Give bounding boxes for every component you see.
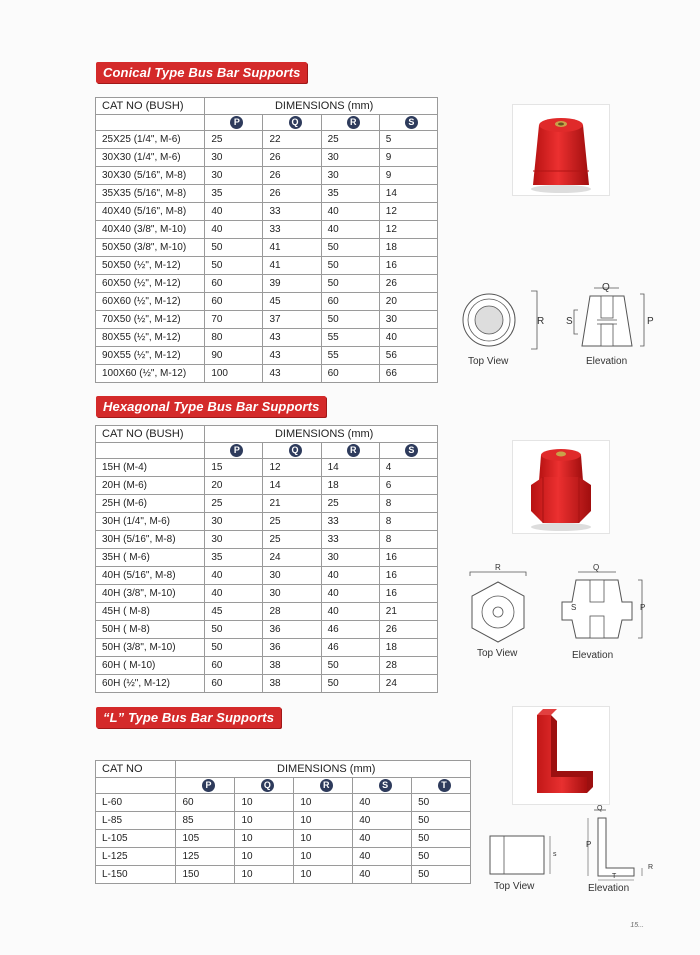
dimension-cell: 40: [205, 221, 263, 239]
table-row: [96, 167, 438, 185]
dimension-cell: 50: [205, 639, 263, 657]
dimension-cell: 50: [321, 311, 379, 329]
col-p-badge: P: [230, 116, 243, 129]
cat-no-cell: 30H (1/4", M-6): [96, 513, 205, 531]
table-row: [96, 513, 438, 531]
dimension-cell: 10: [235, 866, 294, 884]
dimension-cell: 50: [412, 848, 471, 866]
l-type-product-photo: [512, 706, 610, 805]
col-s-badge: S: [379, 779, 392, 792]
dimension-cell: 85: [176, 812, 235, 830]
dimension-cell: 30: [205, 531, 263, 549]
dimension-cell: 30: [205, 149, 263, 167]
l-type-top-view-caption: Top View: [494, 881, 535, 892]
dimension-cell: 26: [263, 185, 321, 203]
conical-dim-label-s: S: [566, 316, 573, 327]
l-type-dim-label-q: Q: [597, 805, 603, 812]
dimension-cell: 10: [294, 812, 353, 830]
dimension-cell: 43: [263, 329, 321, 347]
dimension-cell: 33: [263, 221, 321, 239]
dimension-cell: 43: [263, 347, 321, 365]
dimension-cell: 55: [321, 347, 379, 365]
table-row: [96, 477, 438, 495]
l-type-dim-label-t: T: [612, 873, 617, 880]
conical-elevation-caption: Elevation: [586, 356, 628, 367]
dimension-cell: 16: [379, 549, 437, 567]
dimension-cell: 35: [321, 185, 379, 203]
dimension-cell: 66: [379, 365, 437, 383]
dimension-cell: 50: [205, 239, 263, 257]
cat-no-header: CAT NO (BUSH): [96, 426, 205, 443]
cat-no-cell: 60X60 (½", M-12): [96, 293, 205, 311]
conical-dimensions-table: [95, 97, 438, 383]
dimension-cell: 36: [263, 639, 321, 657]
cat-no-header: CAT NO (BUSH): [96, 98, 205, 115]
cat-no-cell: 70X50 (½", M-12): [96, 311, 205, 329]
dimension-cell: 10: [235, 848, 294, 866]
hexagonal-dim-label-q: Q: [593, 563, 600, 572]
dimension-cell: 33: [321, 513, 379, 531]
cat-no-cell: 25H (M-6): [96, 495, 205, 513]
cat-no-cell: 40X40 (3/8", M-10): [96, 221, 205, 239]
table-row: [96, 639, 438, 657]
dimension-cell: 60: [205, 293, 263, 311]
col-q-badge: Q: [289, 444, 302, 457]
cat-no-cell: L-150: [96, 866, 176, 884]
table-row: [96, 657, 438, 675]
hexagonal-dim-label-r: R: [495, 563, 501, 572]
dimension-cell: 12: [379, 221, 437, 239]
dimension-cell: 10: [235, 794, 294, 812]
dimension-cell: 46: [321, 639, 379, 657]
table-row: [96, 812, 471, 830]
cat-no-cell: 60X50 (½", M-12): [96, 275, 205, 293]
dimension-cell: 20: [205, 477, 263, 495]
dimension-cell: 25: [205, 131, 263, 149]
table-row: [96, 239, 438, 257]
dimension-cell: 30: [263, 567, 321, 585]
dimension-cell: 8: [379, 531, 437, 549]
table-row: [96, 347, 438, 365]
table-row: [96, 866, 471, 884]
cat-no-cell: 45H ( M-8): [96, 603, 205, 621]
dimension-cell: 40: [353, 812, 412, 830]
table-row: [96, 257, 438, 275]
dimension-cell: 33: [321, 531, 379, 549]
dimension-cell: 50: [321, 239, 379, 257]
dimension-cell: 25: [205, 495, 263, 513]
dimension-cell: 45: [205, 603, 263, 621]
cat-no-cell: 50X50 (½", M-12): [96, 257, 205, 275]
dimension-cell: 14: [263, 477, 321, 495]
table-row: [96, 830, 471, 848]
cat-no-cell: 30H (5/16", M-8): [96, 531, 205, 549]
cat-no-cell: 30X30 (5/16", M-8): [96, 167, 205, 185]
table-row: [96, 567, 438, 585]
conical-top-view-drawing: [461, 287, 546, 355]
dimension-cell: 9: [379, 149, 437, 167]
cat-no-cell: 50H ( M-8): [96, 621, 205, 639]
l-type-dimensions-table: [95, 760, 471, 884]
dimension-cell: 10: [235, 812, 294, 830]
blank-header-cell: [96, 115, 205, 131]
cat-no-cell: 80X55 (½", M-12): [96, 329, 205, 347]
table-row: [96, 794, 471, 812]
dimension-cell: 100: [205, 365, 263, 383]
dimension-cell: 4: [379, 459, 437, 477]
table-row: [96, 549, 438, 567]
hexagonal-dim-label-p: P: [640, 603, 646, 612]
dimension-cell: 14: [321, 459, 379, 477]
cat-no-cell: 35H ( M-6): [96, 549, 205, 567]
dimension-cell: 25: [263, 513, 321, 531]
table-row: [96, 531, 438, 549]
dimension-cell: 40: [205, 567, 263, 585]
col-p-badge: P: [202, 779, 215, 792]
dimension-cell: 16: [379, 567, 437, 585]
table-row: [96, 149, 438, 167]
col-r-badge: R: [347, 444, 360, 457]
cat-no-cell: 35X35 (5/16", M-8): [96, 185, 205, 203]
col-s-badge: S: [405, 116, 418, 129]
cat-no-cell: 40H (5/16", M-8): [96, 567, 205, 585]
dimension-cell: 35: [205, 185, 263, 203]
dimension-cell: 45: [263, 293, 321, 311]
dimension-cell: 10: [294, 848, 353, 866]
dimension-cell: 30: [205, 513, 263, 531]
col-q-badge: Q: [289, 116, 302, 129]
dimension-cell: 50: [412, 866, 471, 884]
dimension-cell: 40: [379, 329, 437, 347]
dimension-cell: 60: [205, 675, 263, 693]
dimensions-header: DIMENSIONS (mm): [176, 761, 471, 778]
dimension-cell: 40: [321, 221, 379, 239]
dimension-cell: 40: [321, 567, 379, 585]
dimension-cell: 41: [263, 239, 321, 257]
col-r-badge: R: [320, 779, 333, 792]
dimension-cell: 90: [205, 347, 263, 365]
dimension-cell: 30: [321, 167, 379, 185]
dimension-cell: 22: [263, 131, 321, 149]
dimension-cell: 105: [176, 830, 235, 848]
cat-no-cell: L-105: [96, 830, 176, 848]
table-row: [96, 293, 438, 311]
dimension-cell: 20: [379, 293, 437, 311]
dimension-cell: 10: [294, 794, 353, 812]
dimension-cell: 25: [321, 495, 379, 513]
dimension-cell: 28: [379, 657, 437, 675]
conical-product-photo: [512, 104, 610, 196]
dimension-cell: 39: [263, 275, 321, 293]
col-q-badge: Q: [261, 779, 274, 792]
table-row: [96, 365, 438, 383]
conical-top-view-caption: Top View: [468, 356, 509, 367]
dimension-cell: 50: [205, 257, 263, 275]
dimension-cell: 33: [263, 203, 321, 221]
dimension-cell: 70: [205, 311, 263, 329]
dimension-cell: 9: [379, 167, 437, 185]
dimensions-header: DIMENSIONS (mm): [205, 426, 438, 443]
conical-section-title: Conical Type Bus Bar Supports: [96, 62, 307, 83]
dimension-cell: 10: [294, 866, 353, 884]
dimension-cell: 10: [235, 830, 294, 848]
dimension-cell: 36: [263, 621, 321, 639]
dimension-cell: 38: [263, 657, 321, 675]
dimension-cell: 50: [321, 275, 379, 293]
cat-no-cell: 60H (½", M-12): [96, 675, 205, 693]
dimension-cell: 28: [263, 603, 321, 621]
cat-no-cell: 50X50 (3/8", M-10): [96, 239, 205, 257]
dimension-cell: 40: [353, 794, 412, 812]
dimension-cell: 50: [321, 657, 379, 675]
blank-header-cell: [96, 778, 176, 794]
cat-no-cell: 40X40 (5/16", M-8): [96, 203, 205, 221]
dimension-cell: 8: [379, 513, 437, 531]
cat-no-cell: L-125: [96, 848, 176, 866]
dimension-cell: 18: [321, 477, 379, 495]
table-row: [96, 495, 438, 513]
dimension-cell: 60: [205, 275, 263, 293]
l-type-dim-label-s: s: [553, 851, 557, 858]
dimension-cell: 46: [321, 621, 379, 639]
dimension-cell: 24: [379, 675, 437, 693]
dimension-cell: 60: [321, 365, 379, 383]
dimension-cell: 40: [353, 830, 412, 848]
cat-no-cell: 100X60 (½", M-12): [96, 365, 205, 383]
dimension-cell: 25: [263, 531, 321, 549]
hexagonal-elevation-drawing: [552, 566, 652, 650]
l-type-dim-label-p: P: [586, 840, 592, 849]
hexagonal-top-view-caption: Top View: [477, 648, 518, 659]
dimension-cell: 21: [379, 603, 437, 621]
dimension-cell: 40: [353, 866, 412, 884]
dimension-cell: 40: [205, 203, 263, 221]
col-r-badge: R: [347, 116, 360, 129]
dimension-cell: 50: [412, 830, 471, 848]
dimension-cell: 24: [263, 549, 321, 567]
dimension-cell: 150: [176, 866, 235, 884]
dimension-cell: 60: [176, 794, 235, 812]
dimension-cell: 38: [263, 675, 321, 693]
l-type-dim-label-r: R: [648, 864, 654, 871]
dimension-cell: 30: [205, 167, 263, 185]
dimension-cell: 12: [379, 203, 437, 221]
dimension-cell: 18: [379, 239, 437, 257]
table-row: [96, 603, 438, 621]
cat-no-cell: 15H (M-4): [96, 459, 205, 477]
dimension-cell: 30: [321, 549, 379, 567]
conical-dim-label-p: P: [647, 316, 654, 327]
dimension-cell: 125: [176, 848, 235, 866]
cat-no-cell: 20H (M-6): [96, 477, 205, 495]
l-type-top-view-drawing: [488, 832, 560, 880]
dimension-cell: 40: [353, 848, 412, 866]
hexagonal-elevation-caption: Elevation: [572, 650, 614, 661]
cat-no-cell: 40H (3/8", M-10): [96, 585, 205, 603]
cat-no-cell: 25X25 (1/4", M-6): [96, 131, 205, 149]
dimensions-header: DIMENSIONS (mm): [205, 98, 438, 115]
table-row: [96, 675, 438, 693]
l-type-elevation-caption: Elevation: [588, 883, 630, 894]
dimension-cell: 26: [263, 149, 321, 167]
table-row: [96, 585, 438, 603]
dimension-cell: 16: [379, 585, 437, 603]
dimension-cell: 26: [263, 167, 321, 185]
table-row: [96, 275, 438, 293]
dimension-cell: 21: [263, 495, 321, 513]
dimension-cell: 56: [379, 347, 437, 365]
hexagonal-product-photo: [512, 440, 610, 534]
table-row: [96, 459, 438, 477]
dimension-cell: 26: [379, 275, 437, 293]
hexagonal-section-title: Hexagonal Type Bus Bar Supports: [96, 396, 326, 417]
dimension-cell: 6: [379, 477, 437, 495]
table-row: [96, 185, 438, 203]
conical-dim-label-q: Q: [602, 282, 610, 293]
hexagonal-dim-label-s: S: [571, 603, 577, 612]
dimension-cell: 55: [321, 329, 379, 347]
table-row: [96, 221, 438, 239]
hexagonal-top-view-drawing: [464, 566, 534, 650]
dimension-cell: 50: [412, 812, 471, 830]
col-p-badge: P: [230, 444, 243, 457]
hexagonal-dimensions-table: [95, 425, 438, 693]
dimension-cell: 30: [263, 585, 321, 603]
dimension-cell: 16: [379, 257, 437, 275]
dimension-cell: 30: [379, 311, 437, 329]
cat-no-cell: 50H (3/8", M-10): [96, 639, 205, 657]
dimension-cell: 40: [321, 203, 379, 221]
dimension-cell: 50: [321, 675, 379, 693]
table-row: [96, 203, 438, 221]
dimension-cell: 35: [205, 549, 263, 567]
dimension-cell: 60: [321, 293, 379, 311]
page-number: 15...: [630, 922, 644, 929]
table-row: [96, 848, 471, 866]
dimension-cell: 12: [263, 459, 321, 477]
table-row: [96, 329, 438, 347]
cat-no-cell: 60H ( M-10): [96, 657, 205, 675]
col-t-badge: T: [438, 779, 451, 792]
dimension-cell: 10: [294, 830, 353, 848]
dimension-cell: 5: [379, 131, 437, 149]
cat-no-cell: L-85: [96, 812, 176, 830]
cat-no-cell: L-60: [96, 794, 176, 812]
dimension-cell: 15: [205, 459, 263, 477]
cat-no-cell: 90X55 (½", M-12): [96, 347, 205, 365]
cat-no-header: CAT NO: [96, 761, 176, 778]
table-row: [96, 131, 438, 149]
dimension-cell: 8: [379, 495, 437, 513]
dimension-cell: 50: [321, 257, 379, 275]
dimension-cell: 60: [205, 657, 263, 675]
dimension-cell: 18: [379, 639, 437, 657]
dimension-cell: 40: [321, 585, 379, 603]
col-s-badge: S: [405, 444, 418, 457]
table-row: [96, 621, 438, 639]
dimension-cell: 41: [263, 257, 321, 275]
cat-no-cell: 30X30 (1/4", M-6): [96, 149, 205, 167]
dimension-cell: 80: [205, 329, 263, 347]
l-type-section-title: “L” Type Bus Bar Supports: [96, 707, 281, 728]
dimension-cell: 43: [263, 365, 321, 383]
dimension-cell: 26: [379, 621, 437, 639]
conical-dim-label-r: R: [537, 316, 545, 327]
dimension-cell: 25: [321, 131, 379, 149]
dimension-cell: 50: [412, 794, 471, 812]
dimension-cell: 14: [379, 185, 437, 203]
blank-header-cell: [96, 443, 205, 459]
dimension-cell: 37: [263, 311, 321, 329]
dimension-cell: 40: [321, 603, 379, 621]
dimension-cell: 30: [321, 149, 379, 167]
conical-elevation-drawing: [564, 284, 654, 354]
table-row: [96, 311, 438, 329]
dimension-cell: 40: [205, 585, 263, 603]
dimension-cell: 50: [205, 621, 263, 639]
